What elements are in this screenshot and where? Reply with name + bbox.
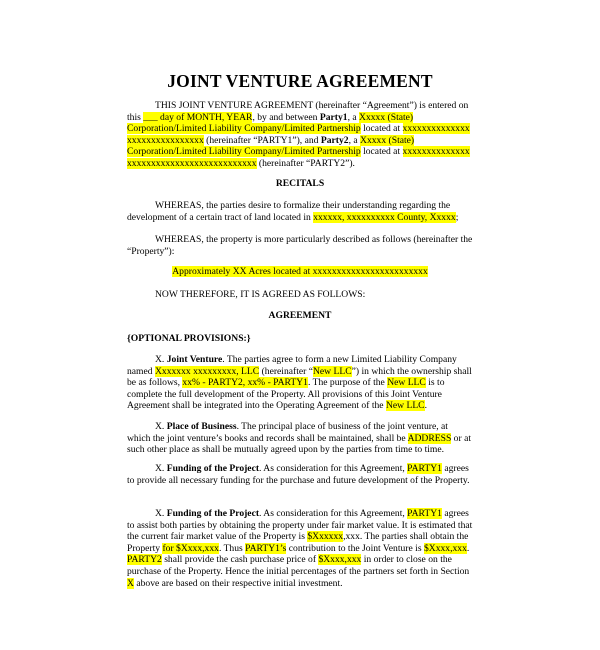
place-of-business-section [127, 421, 473, 456]
whereas-text: WHEREAS, the parties desire to formalize their understanding regarding the development of a certain tract of land located in [127, 200, 451, 223]
ownership-placeholder: xx% - PARTY2, xx% - PARTY1 [182, 377, 308, 389]
value-placeholder: $Xxxxxx [307, 531, 344, 543]
funding-section-1 [127, 463, 473, 486]
section-heading: Place of Business [166, 421, 237, 432]
intro-text: (hereinafter “PARTY1”), and [203, 134, 321, 146]
agreement-heading [127, 310, 473, 322]
optional-provisions-label [127, 333, 473, 345]
section-number: X. [155, 508, 167, 519]
price-placeholder: for $Xxxx,xxx [162, 542, 219, 554]
section-number: X. [155, 354, 167, 365]
section-text: ”) in which the ownership shall be as follows, [127, 365, 472, 389]
intro-text: , a [347, 111, 360, 123]
intro-text: this [127, 111, 144, 123]
new-llc-placeholder: New LLC [387, 377, 426, 389]
section-text: . Thus [218, 542, 246, 554]
section-text: agrees to provide all necessary funding for the purchase and future development of the Property. [127, 463, 470, 486]
party2-name: Party2 [320, 134, 349, 146]
section-ref-placeholder: X [127, 577, 134, 589]
intro-text: (hereinafter “PARTY2”). [256, 157, 355, 169]
new-llc-placeholder: New LLC [312, 365, 352, 377]
section-text: . The principal place of business of the joint venture, at which the joint venture’s books and records shall be maintained, shall be [127, 421, 448, 444]
section-text: contribution to the Joint Venture is [286, 542, 424, 554]
cash-price-placeholder: $Xxxx,xxx [318, 554, 362, 566]
section-text: above are based on their respective initial investment. [133, 577, 343, 589]
section-text: . The parties agree to form a new Limited Liability Company named [127, 354, 457, 377]
recitals-heading [127, 178, 473, 190]
section-text: or at such other place as shall be mutually agreed upon by the parties from time to time. [127, 432, 471, 456]
section-text: . [424, 400, 427, 412]
party1-placeholder: PARTY1 [407, 508, 442, 519]
intro-text: , a [348, 134, 361, 146]
party1-placeholder: PARTY1 [407, 463, 442, 474]
recitals-heading-text: RECITALS [275, 178, 325, 189]
section-text: shall provide the cash purchase price of [161, 554, 319, 566]
section-text: . As consideration for this Agreement, [259, 463, 408, 474]
optional-provisions-text: {OPTIONAL PROVISIONS:} [127, 333, 251, 344]
new-llc-placeholder: New LLC [385, 400, 425, 412]
llc-name-placeholder: Xxxxxxx xxxxxxxxx, LLC [154, 365, 260, 377]
section-heading: Funding of the Project [166, 463, 260, 474]
intro-text: THIS JOINT VENTURE AGREEMENT (hereinafter “Agreement”) is entered on [155, 100, 469, 111]
contribution-placeholder: $Xxxx,xxx [423, 542, 467, 554]
intro-text: located at [360, 123, 403, 135]
now-therefore-text: NOW THEREFORE, IT IS AGREED AS FOLLOWS: [155, 289, 366, 300]
section-text: . The purpose of the [307, 377, 388, 389]
party2-placeholder: PARTY2 [127, 554, 162, 566]
section-number: X. [155, 463, 167, 474]
whereas-paragraph-2 [127, 234, 473, 257]
acres-placeholder: Approximately XX Acres located at xxxxxxxxxxxxxxxxxxxxxxxx [172, 266, 428, 277]
joint-venture-section [127, 354, 473, 412]
section-heading: Joint Venture [166, 354, 223, 365]
party1-entity-placeholder: Xxxxx (State) Corporation/Limited Liability Company/Limited Partnership [127, 111, 414, 135]
agreement-heading-text: AGREEMENT [268, 310, 332, 321]
party2-address-placeholder: xxxxxxxxxxxxxx xxxxxxxxxxxxxxxxxxxxxxxxxxx [127, 146, 470, 169]
intro-text: , by and between [252, 111, 320, 123]
section-text: . [466, 542, 470, 554]
address-placeholder: ADDRESS [407, 432, 452, 444]
party1-address-placeholder: xxxxxxxxxxxxxx xxxxxxxxxxxxxxxx [127, 123, 470, 146]
now-therefore-line [127, 289, 473, 301]
party1-placeholder: PARTY1’s [245, 542, 287, 554]
funding-section-2 [127, 508, 473, 589]
acres-line [127, 266, 473, 278]
section-number: X. [155, 421, 167, 432]
section-text: agrees to assist both parties by obtaining the property under fair market value. It is estimated that the current fair market value of the Property is [127, 508, 473, 543]
whereas-paragraph-1 [127, 200, 473, 223]
section-text: in order to close on the purchase of the Property. Hence the initial percentages of the partners set forth in Section [127, 554, 470, 577]
section-text: (hereinafter “ [259, 365, 313, 377]
section-text: ,xxx. The parties shall obtain the Property [127, 531, 469, 554]
section-text: is to complete the full development of the Property. All provisions of this Joint Venture Agreement shall be integrated into the Operating Agreement of the [127, 377, 445, 412]
intro-paragraph [127, 100, 473, 170]
whereas-text: WHEREAS, the property is more particularly described as follows (hereinafter the “Property”): [127, 234, 473, 257]
party1-name: Party1 [319, 111, 348, 123]
section-heading: Funding of the Project [166, 508, 260, 519]
document-title: JOINT VENTURE AGREEMENT [167, 71, 433, 91]
location-placeholder: xxxxxx, xxxxxxxxxx County, Xxxxx [313, 211, 456, 223]
whereas-text: ; [455, 211, 459, 223]
date-placeholder: ___ day of MONTH, YEAR [143, 111, 253, 123]
party2-entity-placeholder: Xxxxx (State) Corporation/Limited Liability Company/Limited Partnership [127, 134, 415, 158]
intro-text: located at [360, 146, 403, 158]
section-text: . As consideration for this Agreement, [259, 508, 408, 519]
